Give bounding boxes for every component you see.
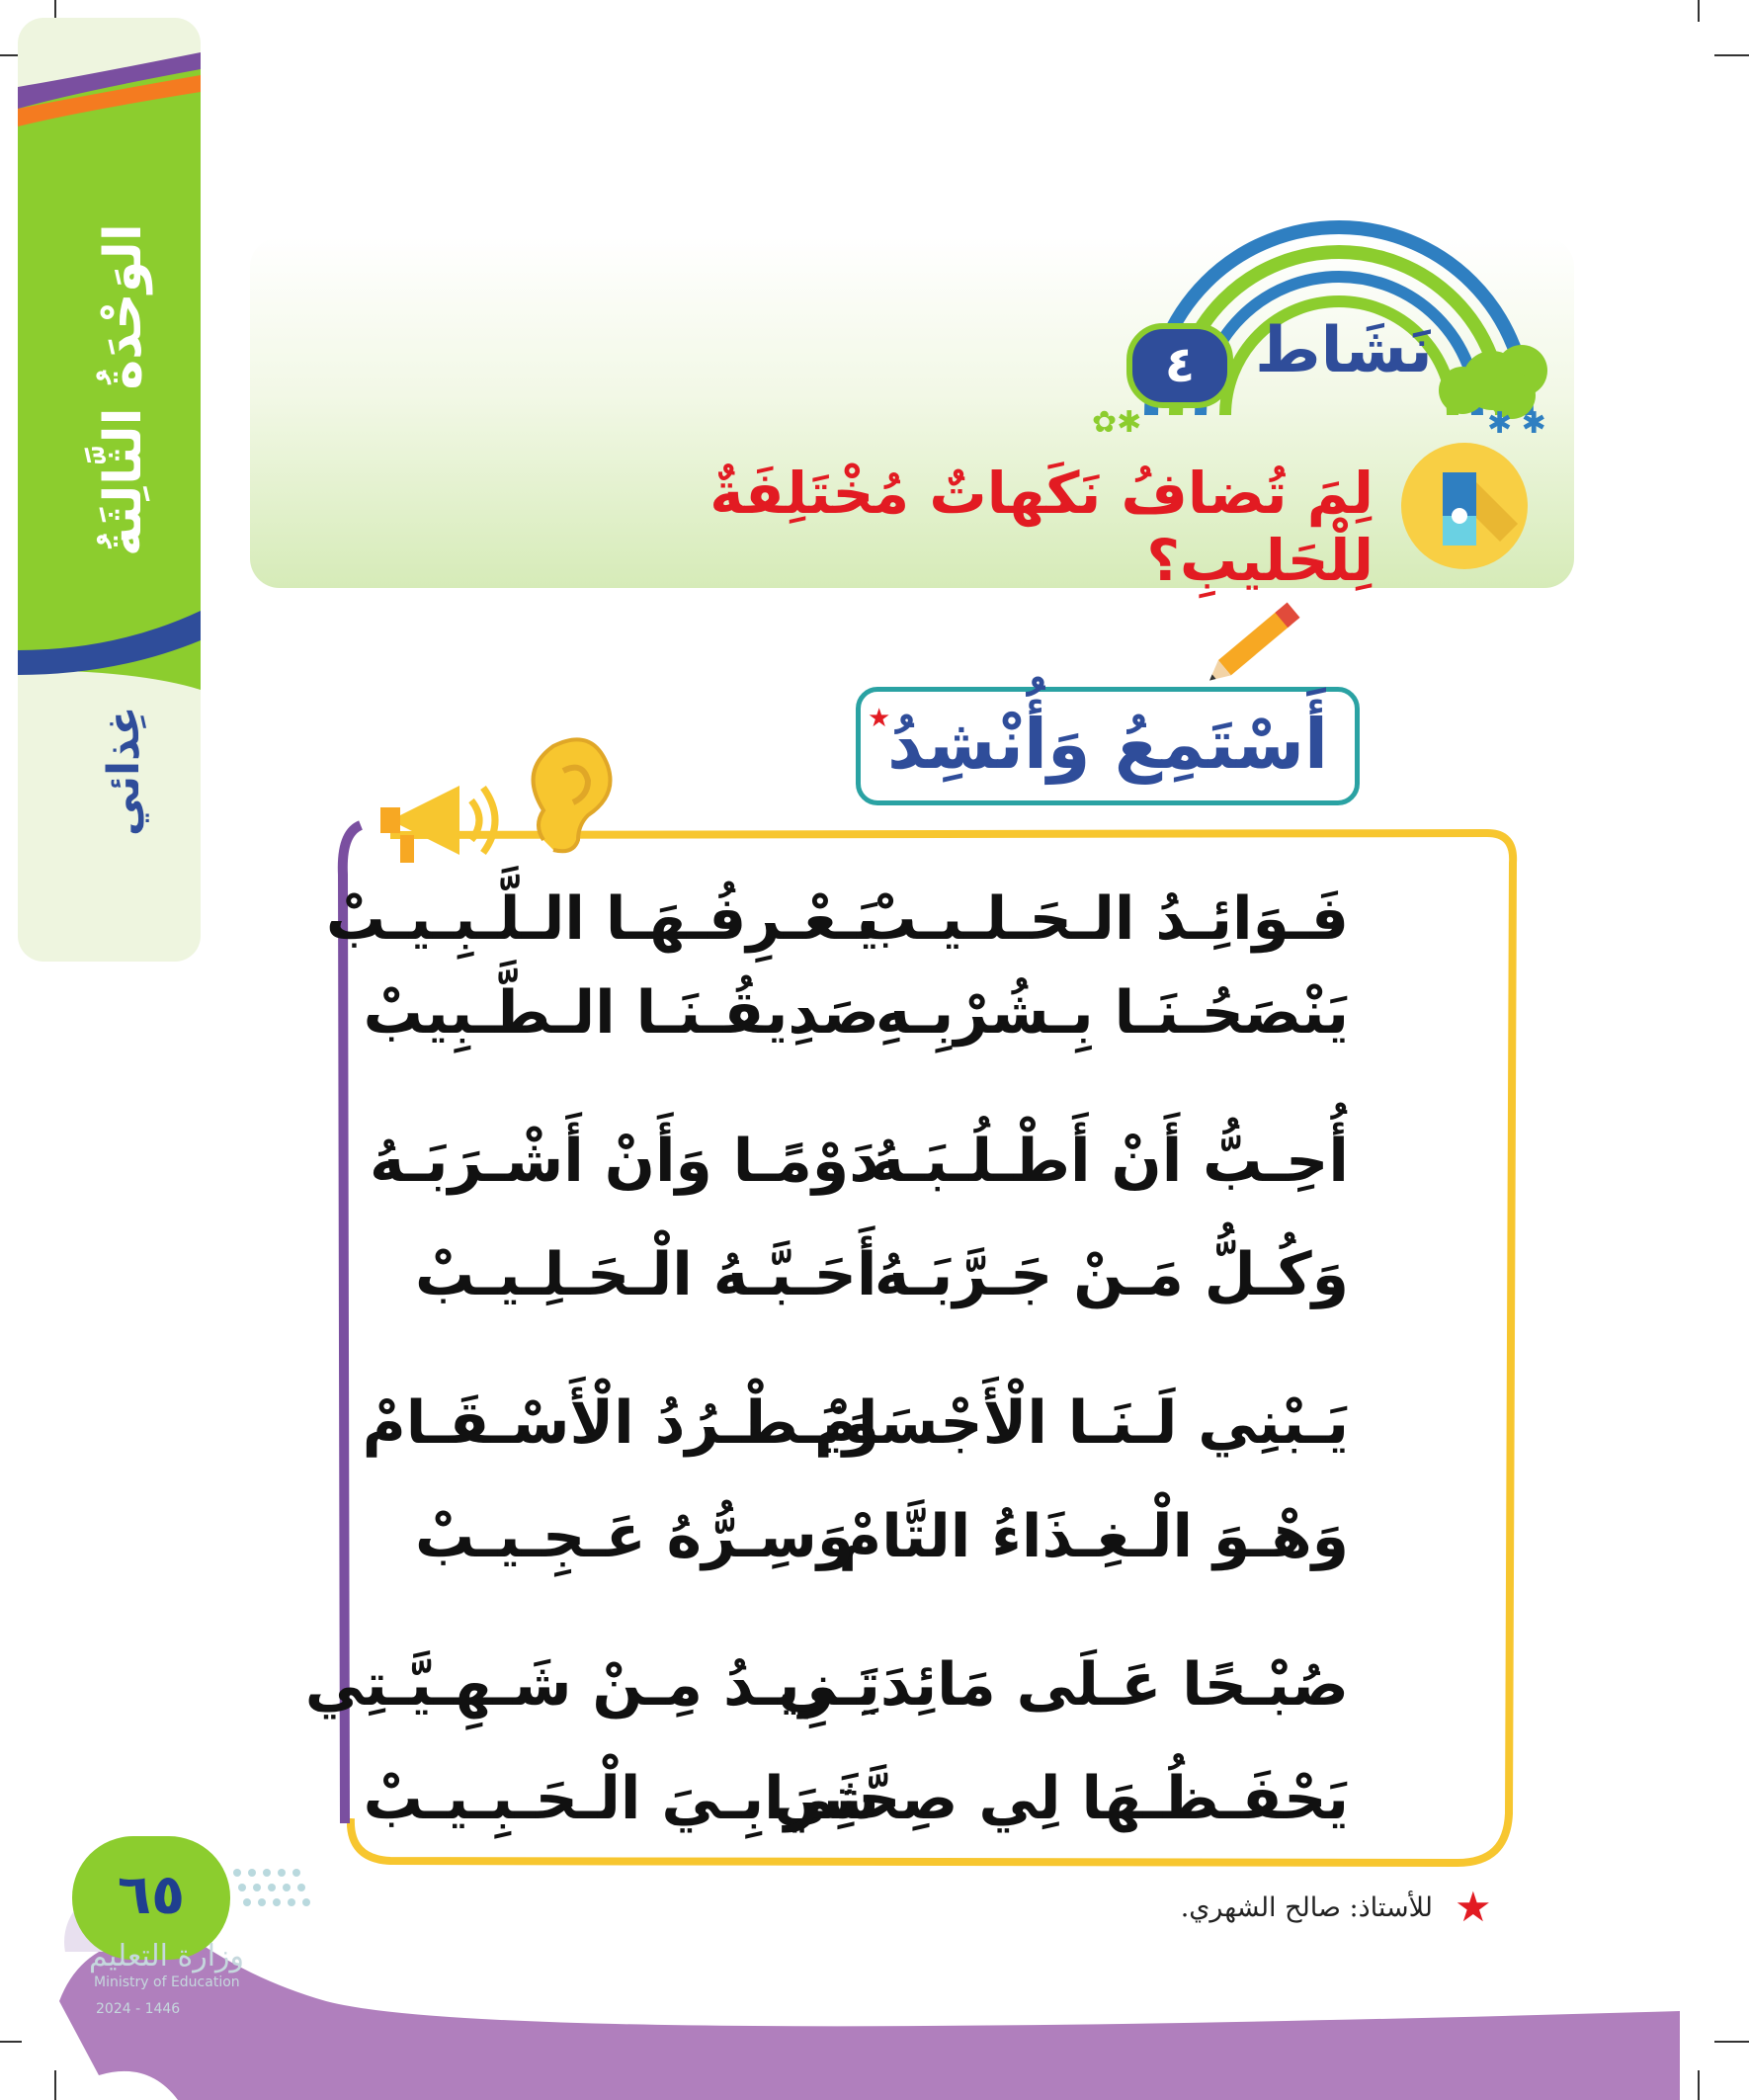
star-icon: ★ bbox=[1455, 1883, 1492, 1931]
activity-label: نَشَاط bbox=[1255, 314, 1433, 387]
sparkle-icon bbox=[1092, 400, 1161, 440]
unit-title: الوَحْدَةُ الثَّالِثَةُ bbox=[94, 223, 153, 557]
verse-line-left: يَـعْـرِفُـهَـا الـلَّـبِـيـبْ bbox=[325, 884, 879, 954]
ministry-watermark-en: Ministry of Education bbox=[94, 1974, 240, 1990]
verse-line-left: وَسِـرُّهُ عَـجِـيـبْ bbox=[415, 1502, 855, 1571]
verse-line-left: وَيَـطْـرُدُ الْأَسْـقَـامْ bbox=[362, 1388, 879, 1458]
megaphone-icon bbox=[380, 766, 509, 875]
ministry-watermark-year: 2024 - 1446 bbox=[96, 2001, 181, 2017]
verse-line-right: وَكُـلُّ مَـنْ جَـرَّبَـهُ bbox=[874, 1240, 1349, 1309]
verse-line-left: أَحَـبَّـهُ الْـحَـلِـيـبْ bbox=[415, 1240, 877, 1309]
svg-text:✱ ✱: ✱ ✱ bbox=[1487, 406, 1546, 435]
verse-line-left: دَوْمًـا وَأَنْ أَشْـرَبَـهُ bbox=[370, 1127, 879, 1196]
ministry-watermark: وزارة التعليم bbox=[89, 1939, 245, 1974]
listen-recite-label: أَسْتَمِعُ وَأُنْشِدُ bbox=[887, 704, 1328, 785]
verse-line-left: يَـزِيـدُ مِـنْ شَـهِـيَّـتِي bbox=[304, 1650, 879, 1720]
verse-line-right: فَـوَائِـدُ الـحَـلـيـبْ bbox=[857, 884, 1349, 954]
pencil-icon bbox=[1196, 593, 1314, 692]
verse-line-right: وَهْـوَ الْـغِـذَاءُ التَّامْ bbox=[838, 1502, 1349, 1571]
verse-line-right: يَنْصَحُـنَـا بِـشُرْبِـهِ bbox=[874, 978, 1349, 1048]
verse-line-right: أُحِـبُّ أَنْ أَطْـلُـبَـهُ bbox=[869, 1127, 1349, 1196]
verse-line-right: يَـبْنِي لَـنَـا الْأَجْسَامْ bbox=[813, 1388, 1349, 1458]
svg-text:✿✱: ✿✱ bbox=[1092, 405, 1142, 440]
page-number: ٦٥ bbox=[117, 1863, 186, 1927]
verse-line-right: صُبْـحًا عَـلَى مَائِدَتِـي bbox=[778, 1650, 1349, 1720]
unit-name: غِذائي bbox=[99, 706, 149, 836]
activity-question: لِمَ تُضافُ نَكَهاتٌ مُخْتَلِفَةٌ لِلْحَليبِ؟ bbox=[709, 460, 1374, 594]
verse-line-left: صَدِيقُـنَـا الـطَّـبِيبْ bbox=[363, 978, 879, 1048]
crop-mark bbox=[1714, 54, 1749, 56]
ear-icon bbox=[524, 731, 618, 860]
poem-credit: للأستاذ: صالح الشهري. bbox=[1180, 1892, 1433, 1923]
verse-line-right: يَحْفَـظُـهَا لِي صِحَّتِي bbox=[774, 1764, 1349, 1833]
verse-line-left: شَرَابِـيَ الْـحَـبِـيـبْ bbox=[363, 1764, 879, 1833]
crop-mark bbox=[1698, 0, 1700, 22]
activity-number-badge: ٤ bbox=[1126, 323, 1233, 408]
puzzle-icon bbox=[1401, 443, 1528, 569]
star-icon: ★ bbox=[868, 704, 891, 733]
